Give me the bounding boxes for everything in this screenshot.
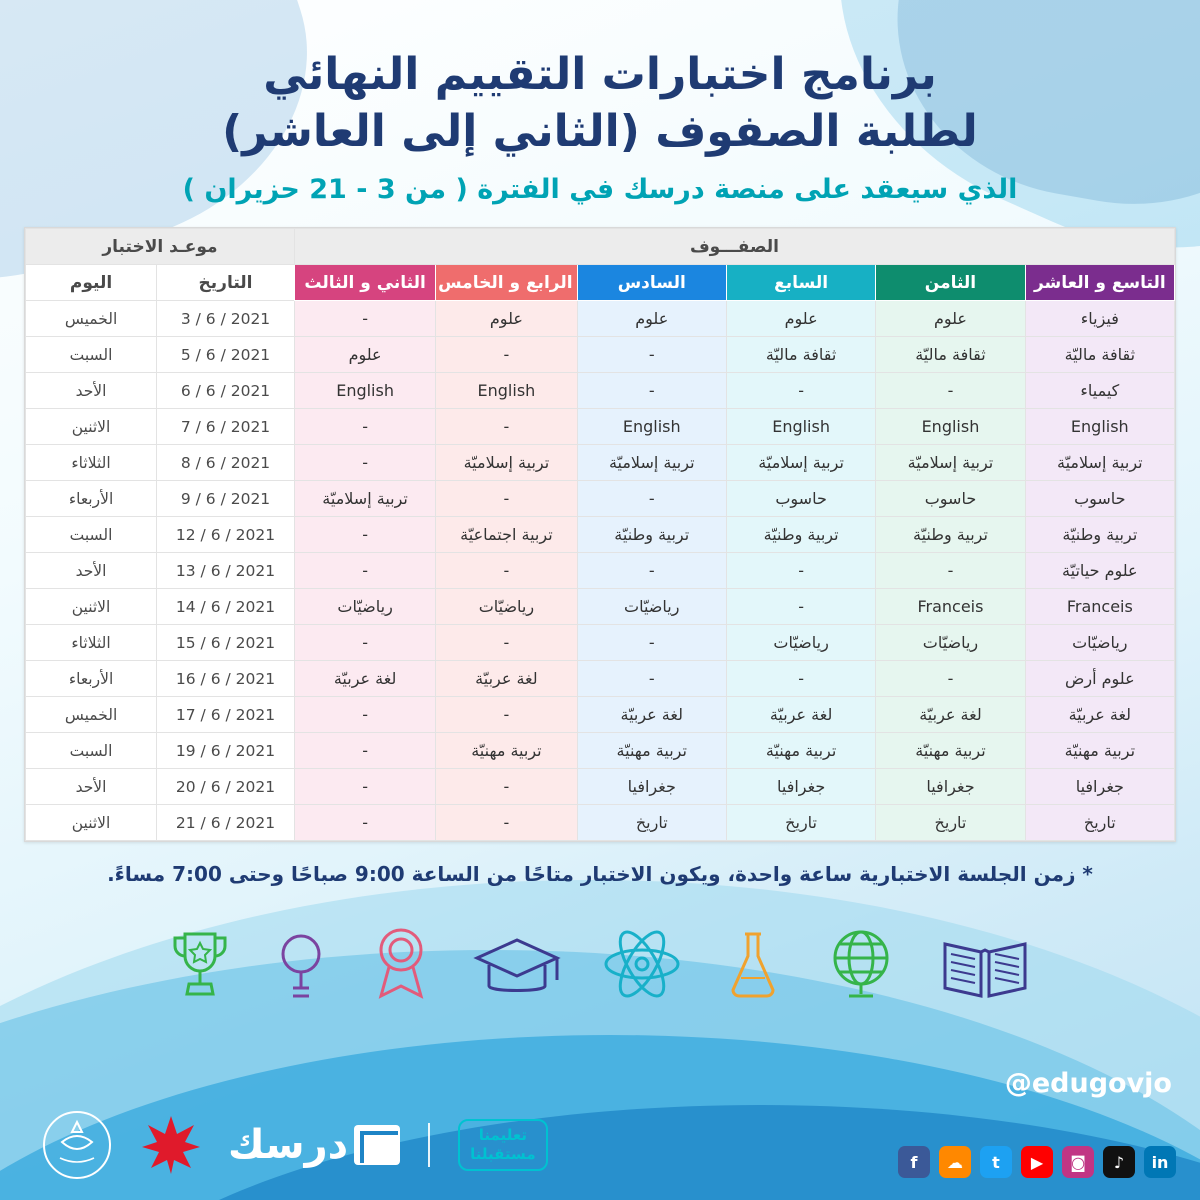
- cell-r5-c4: -: [436, 481, 577, 517]
- cell-r14-c3: تاريخ: [577, 805, 726, 841]
- table-row: [26, 373, 1175, 409]
- cell-r13-c1: جغرافيا: [876, 769, 1025, 805]
- cell-r7-c5: -: [294, 553, 435, 589]
- cell-r3-c0: English: [1025, 409, 1174, 445]
- cell-r5-c1: حاسوب: [876, 481, 1025, 517]
- cell-r8-c4: رياضيّات: [436, 589, 577, 625]
- cell-r10-c4: لغة عربيّة: [436, 661, 577, 697]
- cell-r8-c2: -: [726, 589, 875, 625]
- table-row: [26, 625, 1175, 661]
- cell-r12-c0: تربية مهنيّة: [1025, 733, 1174, 769]
- cell-r1-c4: -: [436, 337, 577, 373]
- cell-day-r2: الأحد: [26, 373, 157, 409]
- cell-date-r13: 2021 / 6 / 20: [157, 769, 295, 805]
- table-body: [26, 301, 1175, 841]
- social-handle: @edugovjo: [1004, 1068, 1172, 1099]
- cell-r5-c0: حاسوب: [1025, 481, 1174, 517]
- cell-r4-c1: تربية إسلاميّة: [876, 445, 1025, 481]
- flask-icon: [721, 926, 785, 1002]
- cell-r4-c4: تربية إسلاميّة: [436, 445, 577, 481]
- page-subtitle: الذي سيعقد على منصة درسك في الفترة ( من 3 - 21 حزيران ): [182, 174, 1018, 206]
- cell-date-r11: 2021 / 6 / 17: [157, 697, 295, 733]
- globe-icon: [823, 926, 899, 1002]
- column-header-6: التاريخ: [157, 265, 295, 301]
- brand-logos: [40, 1108, 548, 1182]
- magnifier-icon: [271, 926, 331, 1002]
- icon-strip: [0, 912, 1200, 1002]
- atom-icon: [601, 926, 683, 1002]
- cell-r8-c0: Franceis: [1025, 589, 1174, 625]
- schedule-note: * زمن الجلسة الاختبارية ساعة واحدة، ويكون الاختبار متاحًا من الساعة 9:00 صباحًا وحتى 7:00 مساءً.: [107, 862, 1093, 887]
- table-row: [26, 445, 1175, 481]
- cell-r13-c0: جغرافيا: [1025, 769, 1174, 805]
- cell-r2-c5: English: [294, 373, 435, 409]
- cell-date-r12: 2021 / 6 / 19: [157, 733, 295, 769]
- cell-r11-c0: لغة عربيّة: [1025, 697, 1174, 733]
- cell-day-r12: السبت: [26, 733, 157, 769]
- cell-r3-c2: English: [726, 409, 875, 445]
- book-icon: [937, 930, 1033, 1002]
- cell-r2-c0: كيمياء: [1025, 373, 1174, 409]
- cell-r14-c0: تاريخ: [1025, 805, 1174, 841]
- cell-date-r10: 2021 / 6 / 16: [157, 661, 295, 697]
- table-row: [26, 553, 1175, 589]
- instagram-icon[interactable]: ◙: [1062, 1146, 1094, 1178]
- star-badge-icon: [142, 1116, 200, 1174]
- cell-r11-c4: -: [436, 697, 577, 733]
- table-row: [26, 481, 1175, 517]
- darsak-book-icon: [354, 1125, 400, 1165]
- cell-r7-c0: علوم حياتيّة: [1025, 553, 1174, 589]
- cell-r12-c1: تربية مهنيّة: [876, 733, 1025, 769]
- cell-r2-c1: -: [876, 373, 1025, 409]
- cell-r11-c3: لغة عربيّة: [577, 697, 726, 733]
- page-title-line-2: لطلبة الصفوف (الثاني إلى العاشر): [222, 106, 978, 158]
- cell-r3-c3: English: [577, 409, 726, 445]
- cell-date-r3: 2021 / 6 / 7: [157, 409, 295, 445]
- cell-r10-c3: -: [577, 661, 726, 697]
- cell-r6-c3: تربية وطنيّة: [577, 517, 726, 553]
- cell-r12-c2: تربية مهنيّة: [726, 733, 875, 769]
- cell-r5-c2: حاسوب: [726, 481, 875, 517]
- cell-r0-c4: علوم: [436, 301, 577, 337]
- footer-bar: [0, 1050, 1200, 1200]
- cell-r5-c3: -: [577, 481, 726, 517]
- table-row: [26, 805, 1175, 841]
- cell-r2-c3: -: [577, 373, 726, 409]
- cell-r10-c5: لغة عربيّة: [294, 661, 435, 697]
- cell-r9-c5: -: [294, 625, 435, 661]
- column-header-5: الثاني و الثالث: [294, 265, 435, 301]
- logo-divider: [428, 1123, 430, 1167]
- table-row: [26, 733, 1175, 769]
- cell-r0-c1: علوم: [876, 301, 1025, 337]
- cell-r11-c5: -: [294, 697, 435, 733]
- cell-r1-c3: -: [577, 337, 726, 373]
- cell-r3-c5: -: [294, 409, 435, 445]
- cell-date-r0: 2021 / 6 / 3: [157, 301, 295, 337]
- cell-r1-c1: ثقافة ماليّة: [876, 337, 1025, 373]
- award-ribbon-icon: [369, 922, 433, 1002]
- cell-day-r9: الثلاثاء: [26, 625, 157, 661]
- cell-day-r1: السبت: [26, 337, 157, 373]
- cell-day-r8: الاثنين: [26, 589, 157, 625]
- poster-header: [0, 0, 1200, 205]
- cell-r6-c5: -: [294, 517, 435, 553]
- cell-r3-c4: -: [436, 409, 577, 445]
- cell-r8-c3: رياضيّات: [577, 589, 726, 625]
- cell-day-r4: الثلاثاء: [26, 445, 157, 481]
- cell-r0-c5: -: [294, 301, 435, 337]
- group-header-grades: الصفـــوف: [294, 229, 1174, 265]
- cell-r9-c1: رياضيّات: [876, 625, 1025, 661]
- facebook-icon[interactable]: f: [898, 1146, 930, 1178]
- table-row: [26, 517, 1175, 553]
- darsak-logo: [228, 1122, 400, 1168]
- twitter-icon[interactable]: t: [980, 1146, 1012, 1178]
- cell-r13-c5: -: [294, 769, 435, 805]
- cell-r13-c3: جغرافيا: [577, 769, 726, 805]
- cell-date-r2: 2021 / 6 / 6: [157, 373, 295, 409]
- youtube-icon[interactable]: ▶: [1021, 1146, 1053, 1178]
- cell-r6-c0: تربية وطنيّة: [1025, 517, 1174, 553]
- cell-r10-c0: علوم أرض: [1025, 661, 1174, 697]
- cell-date-r6: 2021 / 6 / 12: [157, 517, 295, 553]
- cell-r4-c0: تربية إسلاميّة: [1025, 445, 1174, 481]
- cell-day-r6: السبت: [26, 517, 157, 553]
- linkedin-icon[interactable]: in: [1144, 1146, 1176, 1178]
- cell-r0-c2: علوم: [726, 301, 875, 337]
- group-header-exam-time: موعـد الاختبار: [26, 229, 295, 265]
- cell-r9-c0: رياضيّات: [1025, 625, 1174, 661]
- cell-r13-c4: -: [436, 769, 577, 805]
- cell-r11-c1: لغة عربيّة: [876, 697, 1025, 733]
- table-row: [26, 697, 1175, 733]
- cell-r2-c4: English: [436, 373, 577, 409]
- tiktok-icon[interactable]: ♪: [1103, 1146, 1135, 1178]
- table-row: [26, 769, 1175, 805]
- cell-day-r5: الأربعاء: [26, 481, 157, 517]
- cell-r4-c3: تربية إسلاميّة: [577, 445, 726, 481]
- cell-r9-c2: رياضيّات: [726, 625, 875, 661]
- cell-date-r4: 2021 / 6 / 8: [157, 445, 295, 481]
- cell-date-r9: 2021 / 6 / 15: [157, 625, 295, 661]
- cell-r3-c1: English: [876, 409, 1025, 445]
- cell-r12-c4: تربية مهنيّة: [436, 733, 577, 769]
- cell-r14-c2: تاريخ: [726, 805, 875, 841]
- cell-r13-c2: جغرافيا: [726, 769, 875, 805]
- cell-date-r1: 2021 / 6 / 5: [157, 337, 295, 373]
- cell-r12-c3: تربية مهنيّة: [577, 733, 726, 769]
- column-header-1: الثامن: [876, 265, 1025, 301]
- cell-r12-c5: -: [294, 733, 435, 769]
- cell-r1-c2: ثقافة ماليّة: [726, 337, 875, 373]
- cell-date-r7: 2021 / 6 / 13: [157, 553, 295, 589]
- cell-r6-c4: تربية اجتماعيّة: [436, 517, 577, 553]
- cell-r4-c5: -: [294, 445, 435, 481]
- cell-date-r8: 2021 / 6 / 14: [157, 589, 295, 625]
- cell-r0-c3: علوم: [577, 301, 726, 337]
- table-row: [26, 589, 1175, 625]
- cell-r7-c1: -: [876, 553, 1025, 589]
- cell-r10-c1: -: [876, 661, 1025, 697]
- ministry-emblem-icon: [40, 1108, 114, 1182]
- cell-r14-c5: -: [294, 805, 435, 841]
- cell-r4-c2: تربية إسلاميّة: [726, 445, 875, 481]
- column-header-4: الرابع و الخامس: [436, 265, 577, 301]
- soundcloud-icon[interactable]: ☁: [939, 1146, 971, 1178]
- cell-day-r10: الأربعاء: [26, 661, 157, 697]
- social-links[interactable]: [898, 1146, 1176, 1178]
- cell-day-r3: الاثنين: [26, 409, 157, 445]
- cell-r7-c2: -: [726, 553, 875, 589]
- cell-r1-c0: ثقافة ماليّة: [1025, 337, 1174, 373]
- table-group-header-row: [26, 229, 1175, 265]
- cell-r10-c2: -: [726, 661, 875, 697]
- darsak-label: درسك: [228, 1122, 349, 1168]
- cell-r11-c2: لغة عربيّة: [726, 697, 875, 733]
- table-row: [26, 661, 1175, 697]
- cell-r9-c4: -: [436, 625, 577, 661]
- table-row: [26, 301, 1175, 337]
- table-row: [26, 337, 1175, 373]
- column-header-7: اليوم: [26, 265, 157, 301]
- cell-r0-c0: فيزياء: [1025, 301, 1174, 337]
- cell-r6-c1: تربية وطنيّة: [876, 517, 1025, 553]
- column-header-2: السابع: [726, 265, 875, 301]
- column-header-3: السادس: [577, 265, 726, 301]
- cell-r7-c4: -: [436, 553, 577, 589]
- tagline-line-2: مستقبلنا: [470, 1145, 536, 1163]
- graduation-cap-icon: [471, 930, 563, 1002]
- cell-date-r5: 2021 / 6 / 9: [157, 481, 295, 517]
- cell-r1-c5: علوم: [294, 337, 435, 373]
- table-column-header-row: [26, 265, 1175, 301]
- cell-date-r14: 2021 / 6 / 21: [157, 805, 295, 841]
- cell-r8-c1: Franceis: [876, 589, 1025, 625]
- table-row: [26, 409, 1175, 445]
- trophy-icon: [167, 926, 233, 1002]
- cell-r7-c3: -: [577, 553, 726, 589]
- cell-day-r13: الأحد: [26, 769, 157, 805]
- cell-day-r11: الخميس: [26, 697, 157, 733]
- cell-r5-c5: تربية إسلاميّة: [294, 481, 435, 517]
- cell-r6-c2: تربية وطنيّة: [726, 517, 875, 553]
- cell-day-r7: الأحد: [26, 553, 157, 589]
- cell-r14-c1: تاريخ: [876, 805, 1025, 841]
- cell-day-r14: الاثنين: [26, 805, 157, 841]
- tagline-line-1: تعليمنا: [478, 1126, 527, 1145]
- exam-schedule-table: [25, 228, 1175, 841]
- exam-schedule-table-wrapper: [24, 227, 1176, 842]
- column-header-0: التاسع و العاشر: [1025, 265, 1174, 301]
- cell-day-r0: الخميس: [26, 301, 157, 337]
- cell-r8-c5: رياضيّات: [294, 589, 435, 625]
- page-title-line-1: برنامج اختبارات التقييم النهائي: [263, 49, 937, 100]
- cell-r14-c4: -: [436, 805, 577, 841]
- cell-r9-c3: -: [577, 625, 726, 661]
- cell-r2-c2: -: [726, 373, 875, 409]
- tagline-badge: [458, 1119, 547, 1171]
